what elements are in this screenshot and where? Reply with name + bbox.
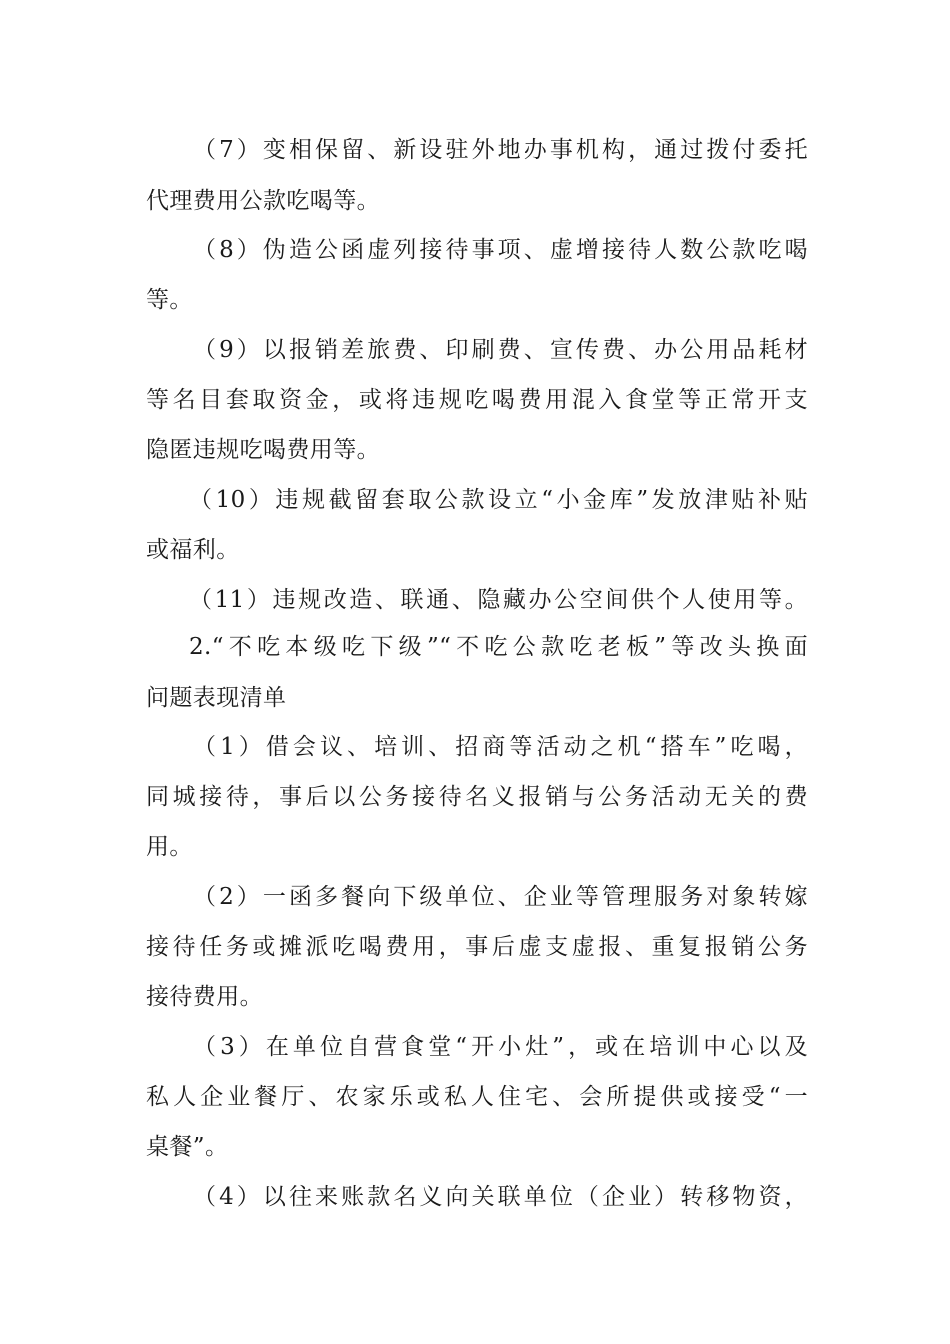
text-line: （10）违规截留套取公款设立“小金库”发放津贴补贴 (189, 487, 808, 513)
text-line: 同城接待，事后以公务接待名义报销与公务活动无关的费 (146, 784, 808, 810)
text-line: 接待费用。 (146, 984, 263, 1010)
text-line: 等名目套取资金，或将违规吃喝费用混入食堂等正常开支 (146, 387, 808, 413)
text-line: （3）在单位自营食堂“开小灶”，或在培训中心以及 (193, 1034, 808, 1060)
text-line: （11）违规改造、联通、隐藏办公空间供个人使用等。 (189, 587, 808, 613)
text-line: （7）变相保留、新设驻外地办事机构，通过拨付委托 (193, 137, 808, 163)
text-line: 或福利。 (146, 537, 240, 563)
text-line: 接待任务或摊派吃喝费用，事后虚支虚报、重复报销公务 (146, 934, 808, 960)
text-line: 桌餐”。 (146, 1134, 229, 1160)
text-line: （4）以往来账款名义向关联单位（企业）转移物资， (193, 1184, 808, 1210)
text-line: （9）以报销差旅费、印刷费、宣传费、办公用品耗材 (193, 337, 808, 363)
text-line: （1）借会议、培训、招商等活动之机“搭车”吃喝， (193, 734, 808, 760)
text-line: 用。 (146, 834, 193, 860)
text-line: 问题表现清单 (146, 685, 287, 711)
text-line: 代理费用公款吃喝等。 (146, 188, 380, 214)
text-line: 等。 (146, 287, 193, 313)
text-line: （2）一函多餐向下级单位、企业等管理服务对象转嫁 (193, 884, 808, 910)
text-line: 2.“不吃本级吃下级”“不吃公款吃老板”等改头换面 (189, 634, 808, 660)
text-line: 隐匿违规吃喝费用等。 (146, 437, 380, 463)
text-line: （8）伪造公函虚列接待事项、虚增接待人数公款吃喝 (193, 237, 808, 263)
text-line: 私人企业餐厅、农家乐或私人住宅、会所提供或接受“一 (146, 1084, 808, 1110)
